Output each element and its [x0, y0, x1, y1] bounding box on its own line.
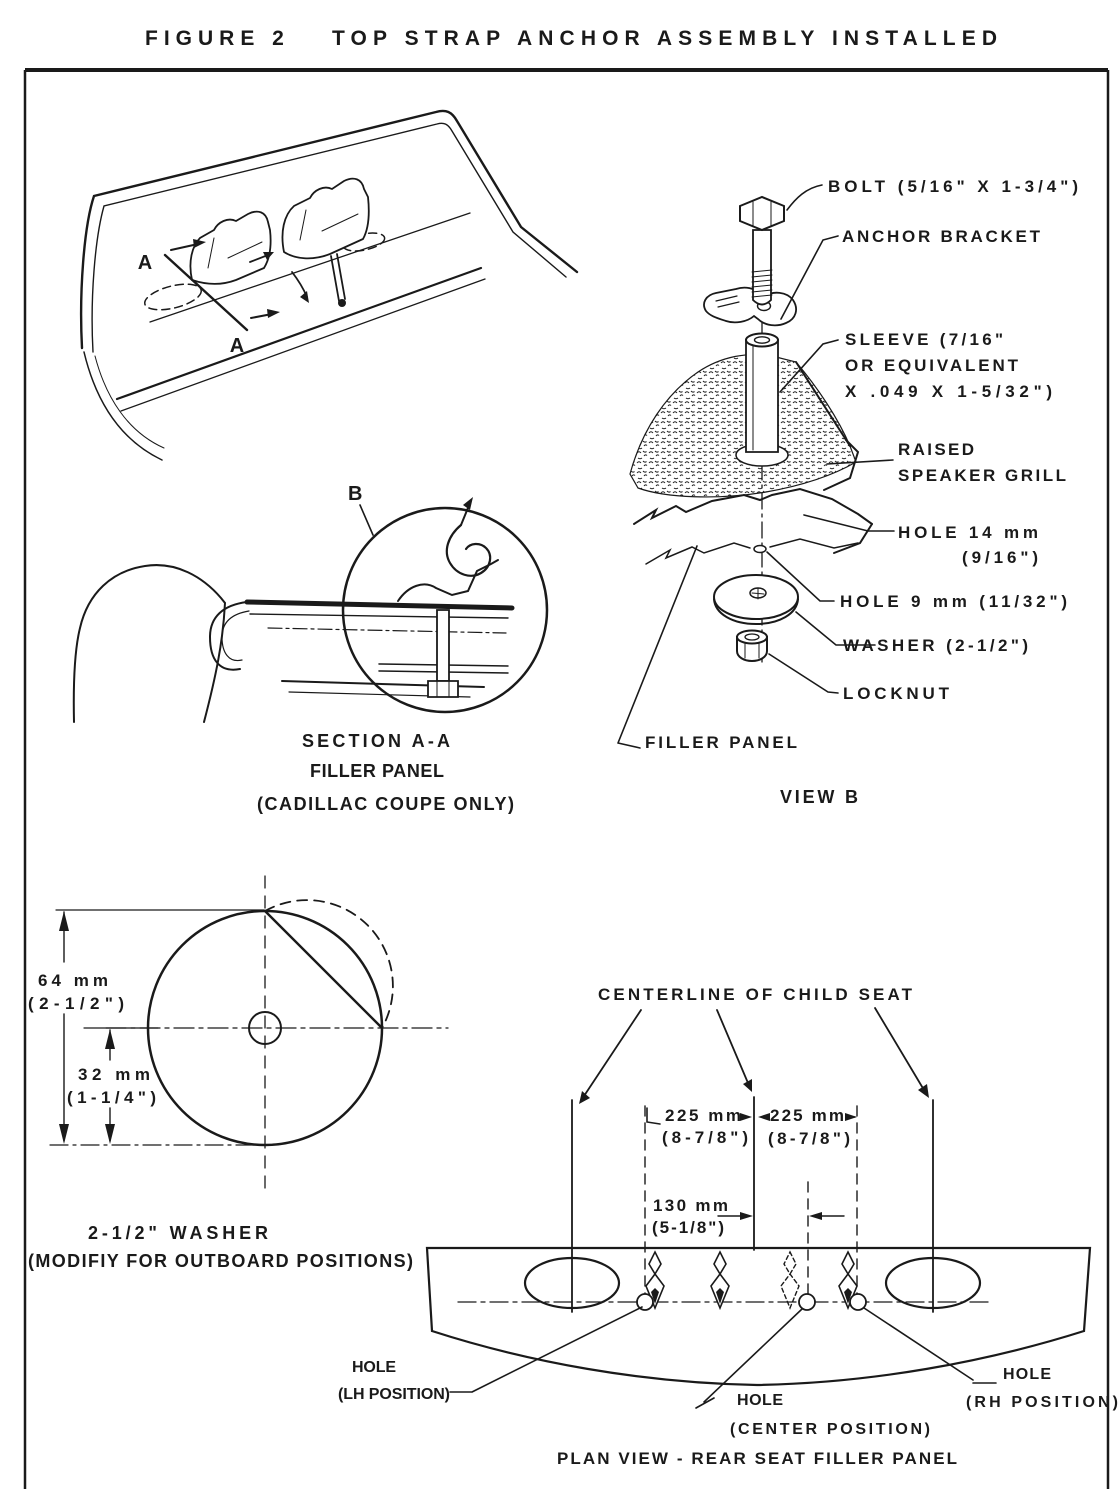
section-label-a-bottom: A	[229, 335, 245, 357]
figure-number: FIGURE 2	[145, 27, 290, 50]
locknut-leader	[769, 654, 838, 693]
hole-center-label-1: HOLE	[737, 1392, 783, 1409]
plan-view	[338, 985, 1118, 1468]
label-raised-2: SPEAKER GRILL	[898, 466, 1066, 485]
washer-cut-chord	[265, 911, 382, 1028]
centerline-arrow-left	[584, 1010, 641, 1096]
detail-label-b: B	[348, 483, 363, 505]
centerline-arrow-right-head	[918, 1084, 929, 1098]
dim225-left-label-1: 225 mm	[665, 1106, 741, 1125]
speaker-cutout-left	[142, 279, 204, 314]
filler-panel-centerline	[268, 628, 506, 633]
shelf-front-edge	[117, 268, 481, 399]
child-seat-right	[282, 179, 368, 259]
figure-title	[145, 27, 997, 50]
label-bolt: BOLT (5/16" X 1-3/4")	[828, 177, 1078, 196]
hole-lh-label-2: (LH POSITION)	[338, 1386, 450, 1403]
filler-panel-leader	[618, 546, 697, 748]
bracket-section	[398, 560, 498, 601]
filler-panel-fold	[834, 524, 872, 553]
centerline-arrow-center	[717, 1010, 748, 1083]
label-sleeve-2: OR EQUIVALENT	[845, 356, 1018, 375]
dim130-arrow-right	[809, 1212, 822, 1220]
centerline-arrow-left-head	[579, 1091, 590, 1104]
detail-b-leader	[360, 505, 373, 535]
hole14-leader	[804, 515, 894, 531]
washer-caption-1: 2-1/2" WASHER	[88, 1223, 268, 1243]
dim32-label-2: (1-1/4")	[67, 1088, 156, 1107]
locknut-part	[737, 631, 767, 662]
tether-strap	[331, 254, 345, 301]
label-sleeve-1: SLEEVE (7/16"	[845, 330, 1003, 349]
washer-phantom-arc	[265, 900, 393, 1028]
dim225-arrow-center-r	[758, 1113, 770, 1121]
section-aa-caption-2: FILLER PANEL	[310, 761, 444, 781]
label-hole14-2: (9/16")	[962, 548, 1038, 567]
figure-title-text: TOP STRAP ANCHOR ASSEMBLY INSTALLED	[332, 27, 997, 50]
bolt-leader	[787, 185, 822, 210]
hole-rh-label-1: HOLE	[1003, 1366, 1051, 1383]
label-hole14-1: HOLE 14 mm	[898, 523, 1038, 542]
seat-back-outline	[74, 565, 225, 722]
hole-lh-leader	[450, 1307, 642, 1392]
section-aa-view	[74, 483, 547, 814]
panel-hole-9mm	[754, 546, 766, 553]
label-locknut: LOCKNUT	[843, 684, 949, 703]
plan-view-caption: PLAN VIEW - REAR SEAT FILLER PANEL	[557, 1449, 957, 1468]
label-raised-1: RAISED	[898, 440, 974, 459]
dim32-arrow-up	[105, 1029, 115, 1049]
dim130-arrow-left	[740, 1212, 753, 1220]
view-b	[618, 177, 1078, 807]
dim64-arrow-down	[59, 1124, 69, 1144]
child-seat-left	[190, 212, 270, 284]
washer-detail	[28, 876, 448, 1271]
dim130-label-1: 130 mm	[653, 1196, 728, 1215]
dim130-label-2: (5-1/8")	[652, 1218, 724, 1237]
anchor-bracket-part	[704, 288, 796, 326]
figure-border	[25, 70, 1108, 1489]
filler-panel-roll-inner	[222, 611, 249, 661]
speaker-grill	[630, 355, 856, 497]
section-arrow-bottom-head	[267, 309, 280, 318]
section-aa-caption-1: SECTION A-A	[302, 731, 450, 751]
label-anchor-bracket: ANCHOR BRACKET	[842, 227, 1040, 246]
body-line-2	[95, 356, 164, 448]
centerline-arrow-right	[875, 1008, 924, 1090]
anchor-slot-diamonds	[646, 1252, 857, 1308]
filler-panel-lower-edge	[646, 539, 858, 564]
body-line	[84, 352, 162, 460]
dim64-arrow-up	[59, 911, 69, 931]
label-filler-panel: FILLER PANEL	[645, 733, 797, 752]
dim225-right-label-2: (8-7/8")	[768, 1129, 850, 1148]
washer-caption-2: (MODIFIY FOR OUTBOARD POSITIONS)	[28, 1251, 413, 1271]
dim225-right-label-1: 225 mm	[770, 1106, 844, 1125]
hole-lh-label-1: HOLE	[352, 1359, 396, 1376]
label-hole9: HOLE 9 mm (11/32")	[840, 592, 1067, 611]
view-b-caption: VIEW B	[780, 787, 858, 807]
section-label-a-top: A	[137, 252, 153, 274]
dim225-arrow-right	[845, 1113, 857, 1121]
dim64-label-2: (2-1/2")	[28, 994, 124, 1013]
hole-center-label-2: (CENTER POSITION)	[730, 1421, 930, 1438]
filler-panel-top-edge	[247, 602, 512, 608]
bolt-section	[437, 610, 449, 681]
shelf-view	[81, 111, 577, 460]
dim32-label-1: 32 mm	[78, 1065, 150, 1084]
filler-panel-line	[250, 614, 508, 618]
sleeve-part	[746, 334, 778, 453]
strap-arrow-head	[463, 497, 473, 510]
label-sleeve-3: X .049 X 1-5/32")	[845, 382, 1052, 401]
hole-rh-leader	[864, 1308, 996, 1383]
nut-section	[428, 681, 458, 697]
plan-centerline-label: CENTERLINE OF CHILD SEAT	[598, 985, 912, 1004]
washer-part	[714, 575, 798, 624]
label-washer: WASHER (2-1/2")	[843, 636, 1028, 655]
tether-anchor-point	[338, 299, 346, 307]
dim64-label-1: 64 mm	[38, 971, 108, 990]
dim225-corner-mark	[647, 1108, 660, 1124]
section-aa-caption-3: (CADILLAC COUPE ONLY)	[257, 794, 514, 814]
dim225-arrow-center-l	[740, 1113, 752, 1121]
dim225-left-label-2: (8-7/8")	[662, 1128, 748, 1147]
hole-center	[799, 1294, 815, 1310]
hole-rh-label-2: (RH POSITION)	[966, 1394, 1118, 1411]
dim32-arrow-down	[105, 1124, 115, 1144]
